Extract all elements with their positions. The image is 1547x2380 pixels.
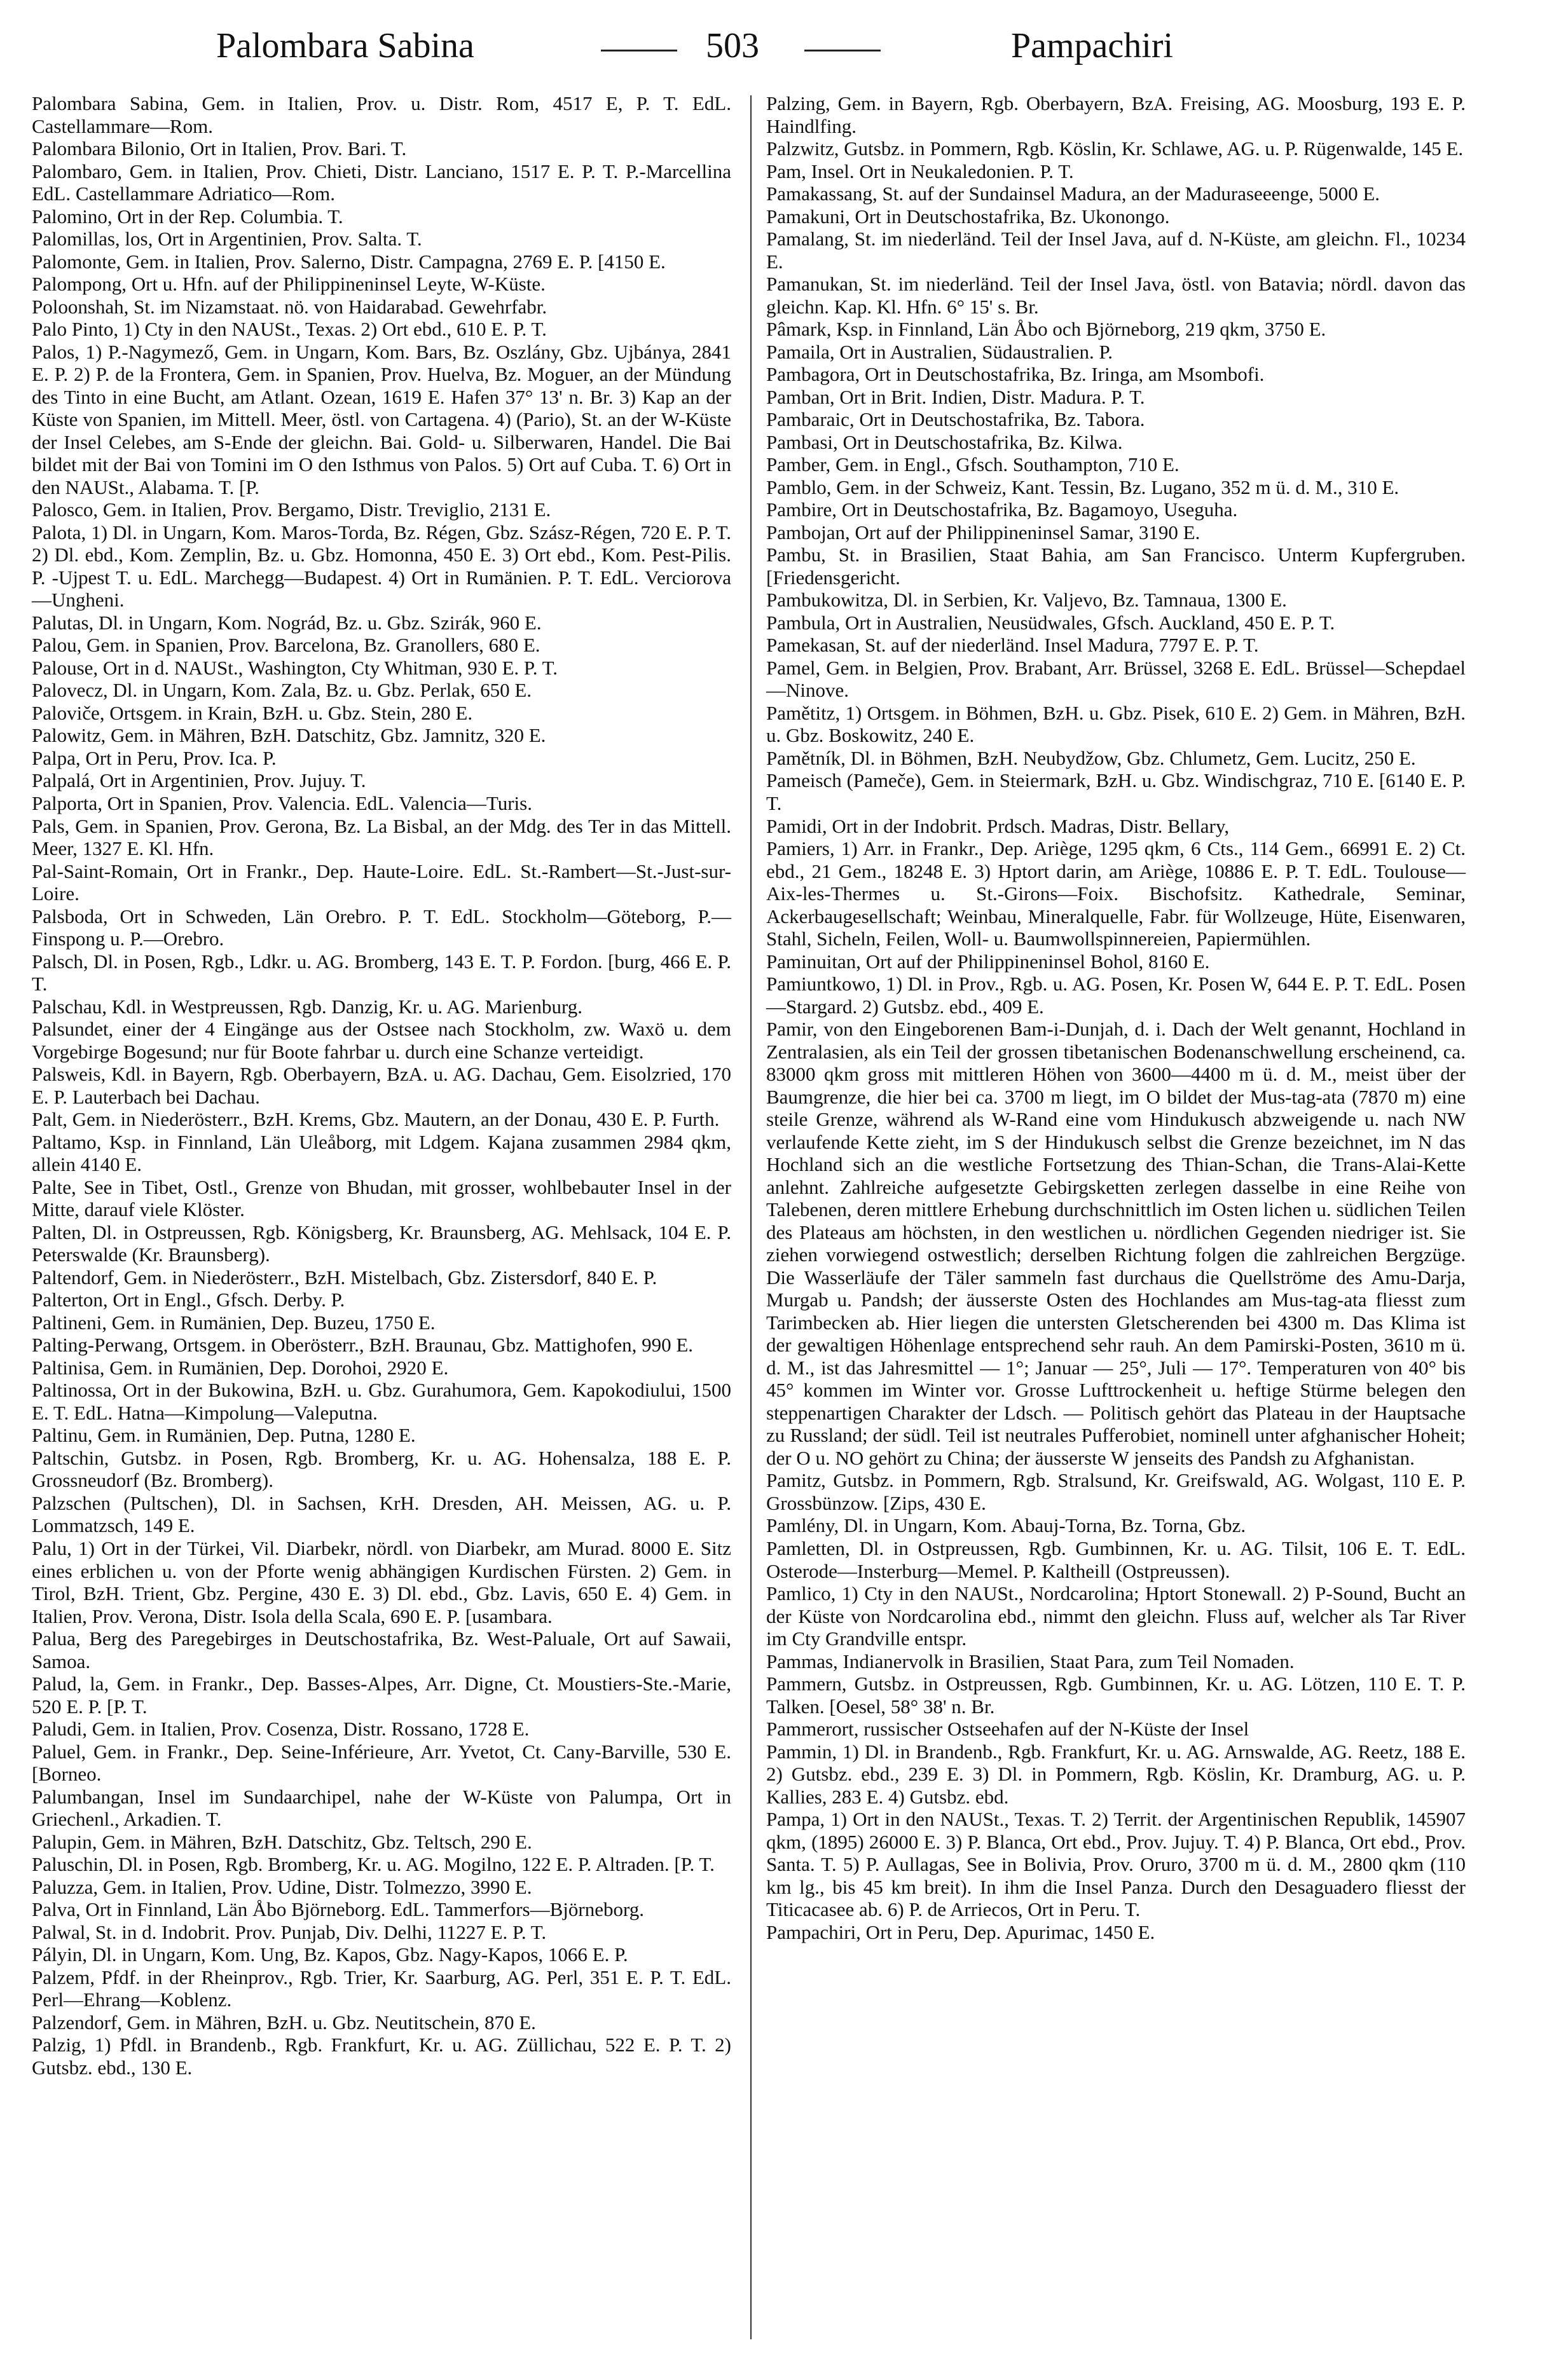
dictionary-entry: Pamakuni, Ort in Deutschostafrika, Bz. Ukonongo. bbox=[766, 205, 1170, 228]
dictionary-entry: Palompong, Ort u. Hfn. auf der Philippineninsel Leyte, W-Küste. bbox=[32, 273, 546, 296]
dictionary-entry: Pammas, Indianervolk in Brasilien, Staat Para, zum Teil Nomaden. bbox=[766, 1650, 1295, 1672]
dictionary-entry: Pamblo, Gem. in der Schweiz, Kant. Tessin, Bz. Lugano, 352 m ü. d. M., 310 E. bbox=[766, 475, 1399, 498]
dictionary-entry: Pâmark, Ksp. in Finnland, Län Åbo och Björneborg, 219 qkm, 3750 E. bbox=[766, 318, 1326, 341]
dictionary-entry: Pambu, St. in Brasilien, Staat Bahia, am San Francisco. Unterm Kupfergruben. [Friedensgericht. bbox=[766, 544, 1466, 589]
dictionary-entry: Palowitz, Gem. in Mähren, BzH. Datschitz, Gbz. Jamnitz, 320 E. bbox=[32, 724, 546, 747]
dictionary-entry: Pamlico, 1) Cty in den NAUSt., Nordcarolina; Hptort Stonewall. 2) P-Sound, Bucht an der Küste von Nordcarolina ebd., nimmt den gleichn. Fluss auf, welcher als Tar River im Cty Grandville entspr. bbox=[766, 1582, 1466, 1650]
dictionary-entry: Pameisch (Pameče), Gem. in Steiermark, BzH. u. Gbz. Windischgraz, 710 E. [6140 E. P. T. bbox=[766, 769, 1466, 814]
dictionary-entry: Pályin, Dl. in Ungarn, Kom. Ung, Bz. Kapos, Gbz. Nagy-Kapos, 1066 E. P. bbox=[32, 1943, 628, 1966]
dictionary-entry: Palua, Berg des Paregebirges in Deutschostafrika, Bz. West-Paluale, Ort auf Sawaii, Samoa. bbox=[32, 1627, 731, 1672]
dictionary-entry: Paltendorf, Gem. in Niederösterr., BzH. Mistelbach, Gbz. Zistersdorf, 840 E. P. bbox=[32, 1266, 657, 1289]
dictionary-entry: Pambukowitza, Dl. in Serbien, Kr. Valjevo, Bz. Tamnaua, 1300 E. bbox=[766, 589, 1287, 612]
left-column bbox=[32, 92, 731, 2079]
dictionary-entry: Palomino, Ort in der Rep. Columbia. T. bbox=[32, 205, 343, 228]
running-head-last-entry: Pampachiri bbox=[1011, 26, 1174, 65]
dictionary-entry: Pammern, Gutsbz. in Ostpreussen, Rgb. Gumbinnen, Kr. u. AG. Lötzen, 110 E. T. P. Talken. [Oesel, 58° 38' n. Br. bbox=[766, 1672, 1466, 1718]
dictionary-entry: Palupin, Gem. in Mähren, BzH. Datschitz, Gbz. Teltsch, 290 E. bbox=[32, 1830, 532, 1853]
dictionary-entry: Palzem, Pfdf. in der Rheinprov., Rgb. Trier, Kr. Saarburg, AG. Perl, 351 E. P. T. EdL. Perl—Ehrang—Koblenz. bbox=[32, 1966, 731, 2011]
column-divider bbox=[750, 95, 752, 2339]
dictionary-entry: Paluschin, Dl. in Posen, Rgb. Bromberg, Kr. u. AG. Mogilno, 122 E. P. Altraden. [P. T. bbox=[32, 1853, 715, 1876]
dictionary-entry: Pammerort, russischer Ostseehafen auf der N-Küste der Insel bbox=[766, 1718, 1249, 1741]
dictionary-entry: Pambojan, Ort auf der Philippineninsel Samar, 3190 E. bbox=[766, 521, 1200, 544]
dictionary-entry: Palporta, Ort in Spanien, Prov. Valencia. EdL. Valencia—Turis. bbox=[32, 791, 532, 814]
dictionary-entry: Pambaraic, Ort in Deutschostafrika, Bz. Tabora. bbox=[766, 408, 1145, 431]
dictionary-entry: Palos, 1) P.-Nagymező, Gem. in Ungarn, Kom. Bars, Bz. Oszlány, Gbz. Ujbánya, 2841 E. P. 2) P. de la Frontera, Gem. in Spanien, Prov. Huelva, Bz. Moguer, an der Mündung des Tinto in eine Bucht, am Atlant. Ozean, 1619 E. Hafen 37° 13' n. Br. 3) Kap an der Küste von Spanien, im Mittell. Meer, östl. von Cartagena. 4) (Pario), St. an der W-Küste der Insel Celebes, am S-Ende der gleichn. Bai. Gold- u. Silberwaren, Handel. Die Bai bildet mit der Bai von Tomini im O den Isthmus von Palos. 5) Ort auf Cuba. T. 6) Ort in den NAUSt., Alabama. T. [P. bbox=[32, 340, 731, 498]
header-dash-left bbox=[601, 50, 677, 51]
dictionary-entry: Pamlény, Dl. in Ungarn, Kom. Abauj-Torna, Bz. Torna, Gbz. bbox=[766, 1514, 1246, 1537]
dictionary-entry: Paloviče, Ortsgem. in Krain, BzH. u. Gbz. Stein, 280 E. bbox=[32, 701, 473, 724]
dictionary-entry: Palt, Gem. in Niederösterr., BzH. Krems, Gbz. Mautern, an der Donau, 430 E. P. Furth. bbox=[32, 1108, 720, 1131]
dictionary-entry: Palpalá, Ort in Argentinien, Prov. Jujuy. T. bbox=[32, 769, 366, 792]
running-head-first-entry: Palombara Sabina bbox=[216, 26, 474, 65]
dictionary-entry: Pamětník, Dl. in Böhmen, BzH. Neubydžow, Gbz. Chlumetz, Gem. Lucitz, 250 E. bbox=[766, 746, 1416, 769]
dictionary-entry: Paltinisa, Gem. in Rumänien, Dep. Dorohoi, 2920 E. bbox=[32, 1356, 449, 1379]
dictionary-entry: Pamidi, Ort in der Indobrit. Prdsch. Madras, Distr. Bellary, bbox=[766, 814, 1230, 837]
page-header bbox=[0, 0, 1547, 95]
dictionary-entry: Pamber, Gem. in Engl., Gfsch. Southampton, 710 E. bbox=[766, 453, 1179, 476]
dictionary-entry: Paluzza, Gem. in Italien, Prov. Udine, Distr. Tolmezzo, 3990 E. bbox=[32, 1875, 532, 1898]
dictionary-entry: Pampachiri, Ort in Peru, Dep. Apurimac, 1450 E. bbox=[766, 1920, 1155, 1943]
dictionary-entry: Palterton, Ort in Engl., Gfsch. Derby. P. bbox=[32, 1289, 345, 1311]
dictionary-entry: Palomillas, los, Ort in Argentinien, Prov. Salta. T. bbox=[32, 228, 422, 250]
dictionary-entry: Palzwitz, Gutsbz. in Pommern, Rgb. Köslin, Kr. Schlawe, AG. u. P. Rügenwalde, 145 E. bbox=[766, 137, 1464, 160]
dictionary-entry: Paminuitan, Ort auf der Philippineninsel Bohol, 8160 E. bbox=[766, 950, 1210, 973]
dictionary-entry: Pamir, von den Eingeborenen Bam-i-Dunjah, d. i. Dach der Welt genannt, Hochland in Zentralasien, als ein Teil der grossen tibetanischen Bodenanschwellung erscheinend, ca. 83000 qkm gross mit mittleren Höhen von 3600—4400 m ü. d. M., meist über der Baumgrenze, die hier bei ca. 3700 m liegt, im O bildet der Mus-tag-ata (7870 m) eine steile Grenze, während als W-Rand eine vom Hindukusch abzweigende u. nach NW verlaufende Kette zieht, im S der Hindukusch selbst die Grenze bezeichnet, im N das Hochland sich an die westliche Fortsetzung des Thian-Schan, die Trans-Alai-Kette anlehnt. Zahlreiche aufgesetzte Gebirgsketten zerlegen dasselbe in eine Reihe von Talebenen, deren mittlere Erhebung durchschnittlich im Osten lichen u. südlichen Teilen des Plateaus am höchsten, in den westlichen u. nördlichen Gegenden niedriger ist. Sie ziehen vorwiegend ostwestlich; derselben Richtung folgen die zahlreichen Bergzüge. Die Wasserläufe der Täler sammeln fast durchaus die Quellströme des Amu-Darja, Murgab u. Pandsh; der äusserste Osten des Hochlandes am Mus-tag-ata fliesst zum Tarimbecken ab. Hier liegen die untersten Gletscherenden bei 4300 m. Das Klima ist der gewaltigen Höhenlage entsprechend sehr rauh. An dem Pamirski-Posten, 3610 m ü. d. M., ist das Jahresmittel — 1°; Januar — 25°, Juli — 17°. Temperaturen von 40° bis 45° kommen im Winter vor. Grosse Lufttrockenheit u. heftige Stürme belegen den steppenartigen Charakter der Ldsch. — Politisch gehört das Plateau in der Hauptsache zu Russland; der südl. Teil ist neutrales Pufferobiet, nominell unter afghanischer Hoheit; der O u. NO gehört zu China; der äusserste W jenseits des Pandsh zu Afghanistan. bbox=[766, 1018, 1466, 1469]
dictionary-entry: Palwal, St. in d. Indobrit. Prov. Punjab, Div. Delhi, 11227 E. P. T. bbox=[32, 1920, 547, 1943]
right-column bbox=[766, 92, 1466, 1943]
dictionary-entry: Paltinossa, Ort in der Bukowina, BzH. u. Gbz. Gurahumora, Gem. Kapokodiului, 1500 E. T. EdL. Hatna—Kimpolung—Valeputna. bbox=[32, 1379, 731, 1424]
dictionary-entry: Pampa, 1) Ort in den NAUSt., Texas. T. 2) Territ. der Argentinischen Republik, 145907 qkm, (1895) 26000 E. 3) P. Blanca, Ort ebd., Prov. Jujuy. T. 4) P. Blanca, Ort ebd., Prov. Santa. T. 5) P. Aullagas, See in Bolivia, Prov. Oruro, 3700 m ü. d. M., 2800 qkm (110 km lg., bis 45 km breit). In ihm die Insel Panza. Durch den Desaguadero fliesst der Titicacasee ab. 6) P. de Arriecos, Ort in Peru. T. bbox=[766, 1808, 1466, 1921]
dictionary-entry: Palombara Bilonio, Ort in Italien, Prov. Bari. T. bbox=[32, 137, 407, 160]
dictionary-entry: Pamiers, 1) Arr. in Frankr., Dep. Ariège, 1295 qkm, 6 Cts., 114 Gem., 66991 E. 2) Ct. ebd., 21 Gem., 18248 E. 3) Hptort darin, am Ariège, 10886 E. P. T. EdL. Toulouse—Aix-les-Thermes u. St.-Girons—Foix. Bischofsitz. Kathedrale, Seminar, Ackerbaugesellschaft; Weinbau, Mineralquelle, Fabr. für Wollzeuge, Hüte, Eisenwaren, Stahl, Sicheln, Feilen, Woll- u. Baumwollspinnereien, Papiermühlen. bbox=[766, 837, 1466, 950]
dictionary-entry: Palva, Ort in Finnland, Län Åbo Björneborg. EdL. Tammerfors—Björneborg. bbox=[32, 1898, 644, 1921]
dictionary-entry: Paluel, Gem. in Frankr., Dep. Seine-Inférieure, Arr. Yvetot, Ct. Cany-Barville, 530 E. [Borneo. bbox=[32, 1740, 731, 1786]
dictionary-entry: Pammin, 1) Dl. in Brandenb., Rgb. Frankfurt, Kr. u. AG. Arnswalde, AG. Reetz, 188 E. 2) Gutsbz. ebd., 239 E. 3) Dl. in Pommern, Rgb. Köslin, Kr. Dramburg, AG. u. P. Kallies, 283 E. 4) Gutsbz. ebd. bbox=[766, 1740, 1466, 1808]
dictionary-entry: Pamětitz, 1) Ortsgem. in Böhmen, BzH. u. Gbz. Pisek, 610 E. 2) Gem. in Mähren, BzH. u. Gbz. Boskowitz, 240 E. bbox=[766, 701, 1466, 747]
dictionary-entry: Palten, Dl. in Ostpreussen, Rgb. Königsberg, Kr. Braunsberg, AG. Mehlsack, 104 E. P. Peterswalde (Kr. Braunsberg). bbox=[32, 1221, 731, 1266]
dictionary-entry: Paltamo, Ksp. in Finnland, Län Uleåborg, mit Ldgem. Kajana zusammen 2984 qkm, allein 4140 E. bbox=[32, 1130, 731, 1176]
dictionary-entry: Palzendorf, Gem. in Mähren, BzH. u. Gbz. Neutitschein, 870 E. bbox=[32, 2011, 536, 2034]
dictionary-entry: Pamiuntkowo, 1) Dl. in Prov., Rgb. u. AG. Posen, Kr. Posen W, 644 E. P. T. EdL. Posen—Stargard. 2) Gutsbz. ebd., 409 E. bbox=[766, 973, 1466, 1018]
dictionary-entry: Palting-Perwang, Ortsgem. in Oberösterr., BzH. Braunau, Gbz. Mattighofen, 990 E. bbox=[32, 1334, 694, 1357]
dictionary-entry: Palombaro, Gem. in Italien, Prov. Chieti, Distr. Lanciano, 1517 E. P. T. P.-Marcellina EdL. Castellammare Adriatico—Rom. bbox=[32, 160, 731, 205]
dictionary-entry: Pamletten, Dl. in Ostpreussen, Rgb. Gumbinnen, Kr. u. AG. Tilsit, 106 E. T. EdL. Osterode—Insterburg—Memel. P. Kaltheill (Ostpreussen). bbox=[766, 1537, 1466, 1582]
dictionary-entry: Pambire, Ort in Deutschostafrika, Bz. Bagamoyo, Useguha. bbox=[766, 498, 1238, 521]
dictionary-entry: Palutas, Dl. in Ungarn, Kom. Nográd, Bz. u. Gbz. Szirák, 960 E. bbox=[32, 611, 542, 634]
dictionary-entry: Pals, Gem. in Spanien, Prov. Gerona, Bz. La Bisbal, an der Mdg. des Ter in das Mittell. Meer, 1327 E. Kl. Hfn. bbox=[32, 814, 731, 860]
dictionary-entry: Palumbangan, Insel im Sundaarchipel, nahe der W-Küste von Palumpa, Ort in Griechenl., Arkadien. T. bbox=[32, 1785, 731, 1831]
dictionary-entry: Pambula, Ort in Australien, Neusüdwales, Gfsch. Auckland, 450 E. P. T. bbox=[766, 611, 1335, 634]
dictionary-entry: Pambagora, Ort in Deutschostafrika, Bz. Iringa, am Msombofi. bbox=[766, 363, 1265, 386]
dictionary-entry: Pamaila, Ort in Australien, Südaustralien. P. bbox=[766, 340, 1113, 363]
dictionary-entry: Paltschin, Gutsbz. in Posen, Rgb. Bromberg, Kr. u. AG. Hohensalza, 188 E. P. Grossneudorf (Bz. Bromberg). bbox=[32, 1446, 731, 1492]
dictionary-entry: Palota, 1) Dl. in Ungarn, Kom. Maros-Torda, Bz. Régen, Gbz. Szász-Régen, 720 E. P. T. 2) Dl. ebd., Kom. Zemplin, Bz. u. Gbz. Homonna, 450 E. 3) Ort ebd., Kom. Pest-Pilis. P. -Ujpest T. u. EdL. Marchegg—Budapest. 4) Ort in Rumänien. P. T. EdL. Verciorova—Ungheni. bbox=[32, 521, 731, 612]
dictionary-entry: Pamitz, Gutsbz. in Pommern, Rgb. Stralsund, Kr. Greifswald, AG. Wolgast, 110 E. P. Grossbünzow. [Zips, 430 E. bbox=[766, 1469, 1466, 1514]
dictionary-entry: Palo Pinto, 1) Cty in den NAUSt., Texas. 2) Ort ebd., 610 E. P. T. bbox=[32, 318, 547, 341]
dictionary-entry: Paludi, Gem. in Italien, Prov. Cosenza, Distr. Rossano, 1728 E. bbox=[32, 1718, 530, 1741]
dictionary-entry: Palzing, Gem. in Bayern, Rgb. Oberbayern, BzA. Freising, AG. Moosburg, 193 E. P. Haindlfing. bbox=[766, 92, 1466, 137]
dictionary-entry: Pamalang, St. im niederländ. Teil der Insel Java, auf d. N-Küste, am gleichn. Fl., 10234 E. bbox=[766, 228, 1466, 273]
dictionary-entry: Pamakassang, St. auf der Sundainsel Madura, an der Maduraseeenge, 5000 E. bbox=[766, 182, 1380, 205]
dictionary-entry: Palsundet, einer der 4 Eingänge aus der Ostsee nach Stockholm, zw. Waxö u. dem Vorgebirge Bogesund; nur für Boote fahrbar u. durch eine Schanze verteidigt. bbox=[32, 1018, 731, 1063]
dictionary-entry: Pamel, Gem. in Belgien, Prov. Brabant, Arr. Brüssel, 3268 E. EdL. Brüssel—Schepdael—Ninove. bbox=[766, 656, 1466, 702]
dictionary-entry: Palzig, 1) Pfdl. in Brandenb., Rgb. Frankfurt, Kr. u. AG. Züllichau, 522 E. P. T. 2) Gutsbz. ebd., 130 E. bbox=[32, 2034, 731, 2079]
dictionary-entry: Palomonte, Gem. in Italien, Prov. Salerno, Distr. Campagna, 2769 E. P. [4150 E. bbox=[32, 250, 666, 273]
dictionary-entry: Pamekasan, St. auf der niederländ. Insel Madura, 7797 E. P. T. bbox=[766, 634, 1259, 657]
dictionary-entry: Palombara Sabina, Gem. in Italien, Prov. u. Distr. Rom, 4517 E, P. T. EdL. Castellammare—Rom. bbox=[32, 92, 731, 137]
dictionary-entry: Pamban, Ort in Brit. Indien, Distr. Madura. P. T. bbox=[766, 385, 1145, 408]
header-dash-right bbox=[804, 50, 881, 51]
dictionary-entry: Pambasi, Ort in Deutschostafrika, Bz. Kilwa. bbox=[766, 430, 1123, 453]
dictionary-entry: Paltinu, Gem. in Rumänien, Dep. Putna, 1280 E. bbox=[32, 1424, 416, 1447]
dictionary-entry: Palouse, Ort in d. NAUSt., Washington, Cty Whitman, 930 E. P. T. bbox=[32, 656, 558, 679]
dictionary-entry: Palzschen (Pultschen), Dl. in Sachsen, KrH. Dresden, AH. Meissen, AG. u. P. Lommatzsch, 149 E. bbox=[32, 1491, 731, 1537]
dictionary-entry: Palosco, Gem. in Italien, Prov. Bergamo, Distr. Treviglio, 2131 E. bbox=[32, 498, 551, 521]
dictionary-entry: Palsboda, Ort in Schweden, Län Orebro. P. T. EdL. Stockholm—Göteborg, P.—Finspong u. P.—Orebro. bbox=[32, 905, 731, 950]
dictionary-entry: Paltineni, Gem. in Rumänien, Dep. Buzeu, 1750 E. bbox=[32, 1311, 436, 1334]
dictionary-entry: Pamanukan, St. im niederländ. Teil der Insel Java, östl. von Batavia; nördl. davon das gleichn. Kap. Kl. Hfn. 6° 15' s. Br. bbox=[766, 273, 1466, 318]
dictionary-entry: Palschau, Kdl. in Westpreussen, Rgb. Danzig, Kr. u. AG. Marienburg. bbox=[32, 995, 582, 1018]
page-number: 503 bbox=[706, 26, 759, 65]
dictionary-entry: Palud, la, Gem. in Frankr., Dep. Basses-Alpes, Arr. Digne, Ct. Moustiers-Ste.-Marie, 520 E. P. [P. T. bbox=[32, 1672, 731, 1718]
dictionary-entry: Pal-Saint-Romain, Ort in Frankr., Dep. Haute-Loire. EdL. St.-Rambert—St.-Just-sur-Loire. bbox=[32, 859, 731, 905]
dictionary-entry: Palpa, Ort in Peru, Prov. Ica. P. bbox=[32, 746, 277, 769]
dictionary-entry: Poloonshah, St. im Nizamstaat. nö. von Haidarabad. Gewehrfabr. bbox=[32, 295, 547, 318]
dictionary-entry: Palsweis, Kdl. in Bayern, Rgb. Oberbayern, BzA. u. AG. Dachau, Gem. Eisolzried, 170 E. P. Lauterbach bei Dachau. bbox=[32, 1063, 731, 1108]
dictionary-entry: Pam, Insel. Ort in Neukaledonien. P. T. bbox=[766, 160, 1074, 182]
dictionary-entry: Palu, 1) Ort in der Türkei, Vil. Diarbekr, nördl. von Diarbekr, am Murad. 8000 E. Sitz eines erblichen u. von der Pforte wenig abhängigen Kurdischen Fürsten. 2) Gem. in Tirol, BzH. Trient, Gbz. Pergine, 430 E. 3) Dl. ebd., Gbz. Lavis, 650 E. 4) Gem. in Italien, Prov. Verona, Distr. Isola della Scala, 690 E. P. [usambara. bbox=[32, 1537, 731, 1627]
dictionary-entry: Palte, See in Tibet, Ostl., Grenze von Bhudan, mit grosser, wohlbebauter Insel in der Mitte, darauf viele Klöster. bbox=[32, 1175, 731, 1221]
dictionary-entry: Palovecz, Dl. in Ungarn, Kom. Zala, Bz. u. Gbz. Perlak, 650 E. bbox=[32, 679, 532, 702]
dictionary-entry: Palsch, Dl. in Posen, Rgb., Ldkr. u. AG. Bromberg, 143 E. T. P. Fordon. [burg, 466 E. P. T. bbox=[32, 950, 731, 995]
dictionary-entry: Palou, Gem. in Spanien, Prov. Barcelona, Bz. Granollers, 680 E. bbox=[32, 634, 540, 657]
